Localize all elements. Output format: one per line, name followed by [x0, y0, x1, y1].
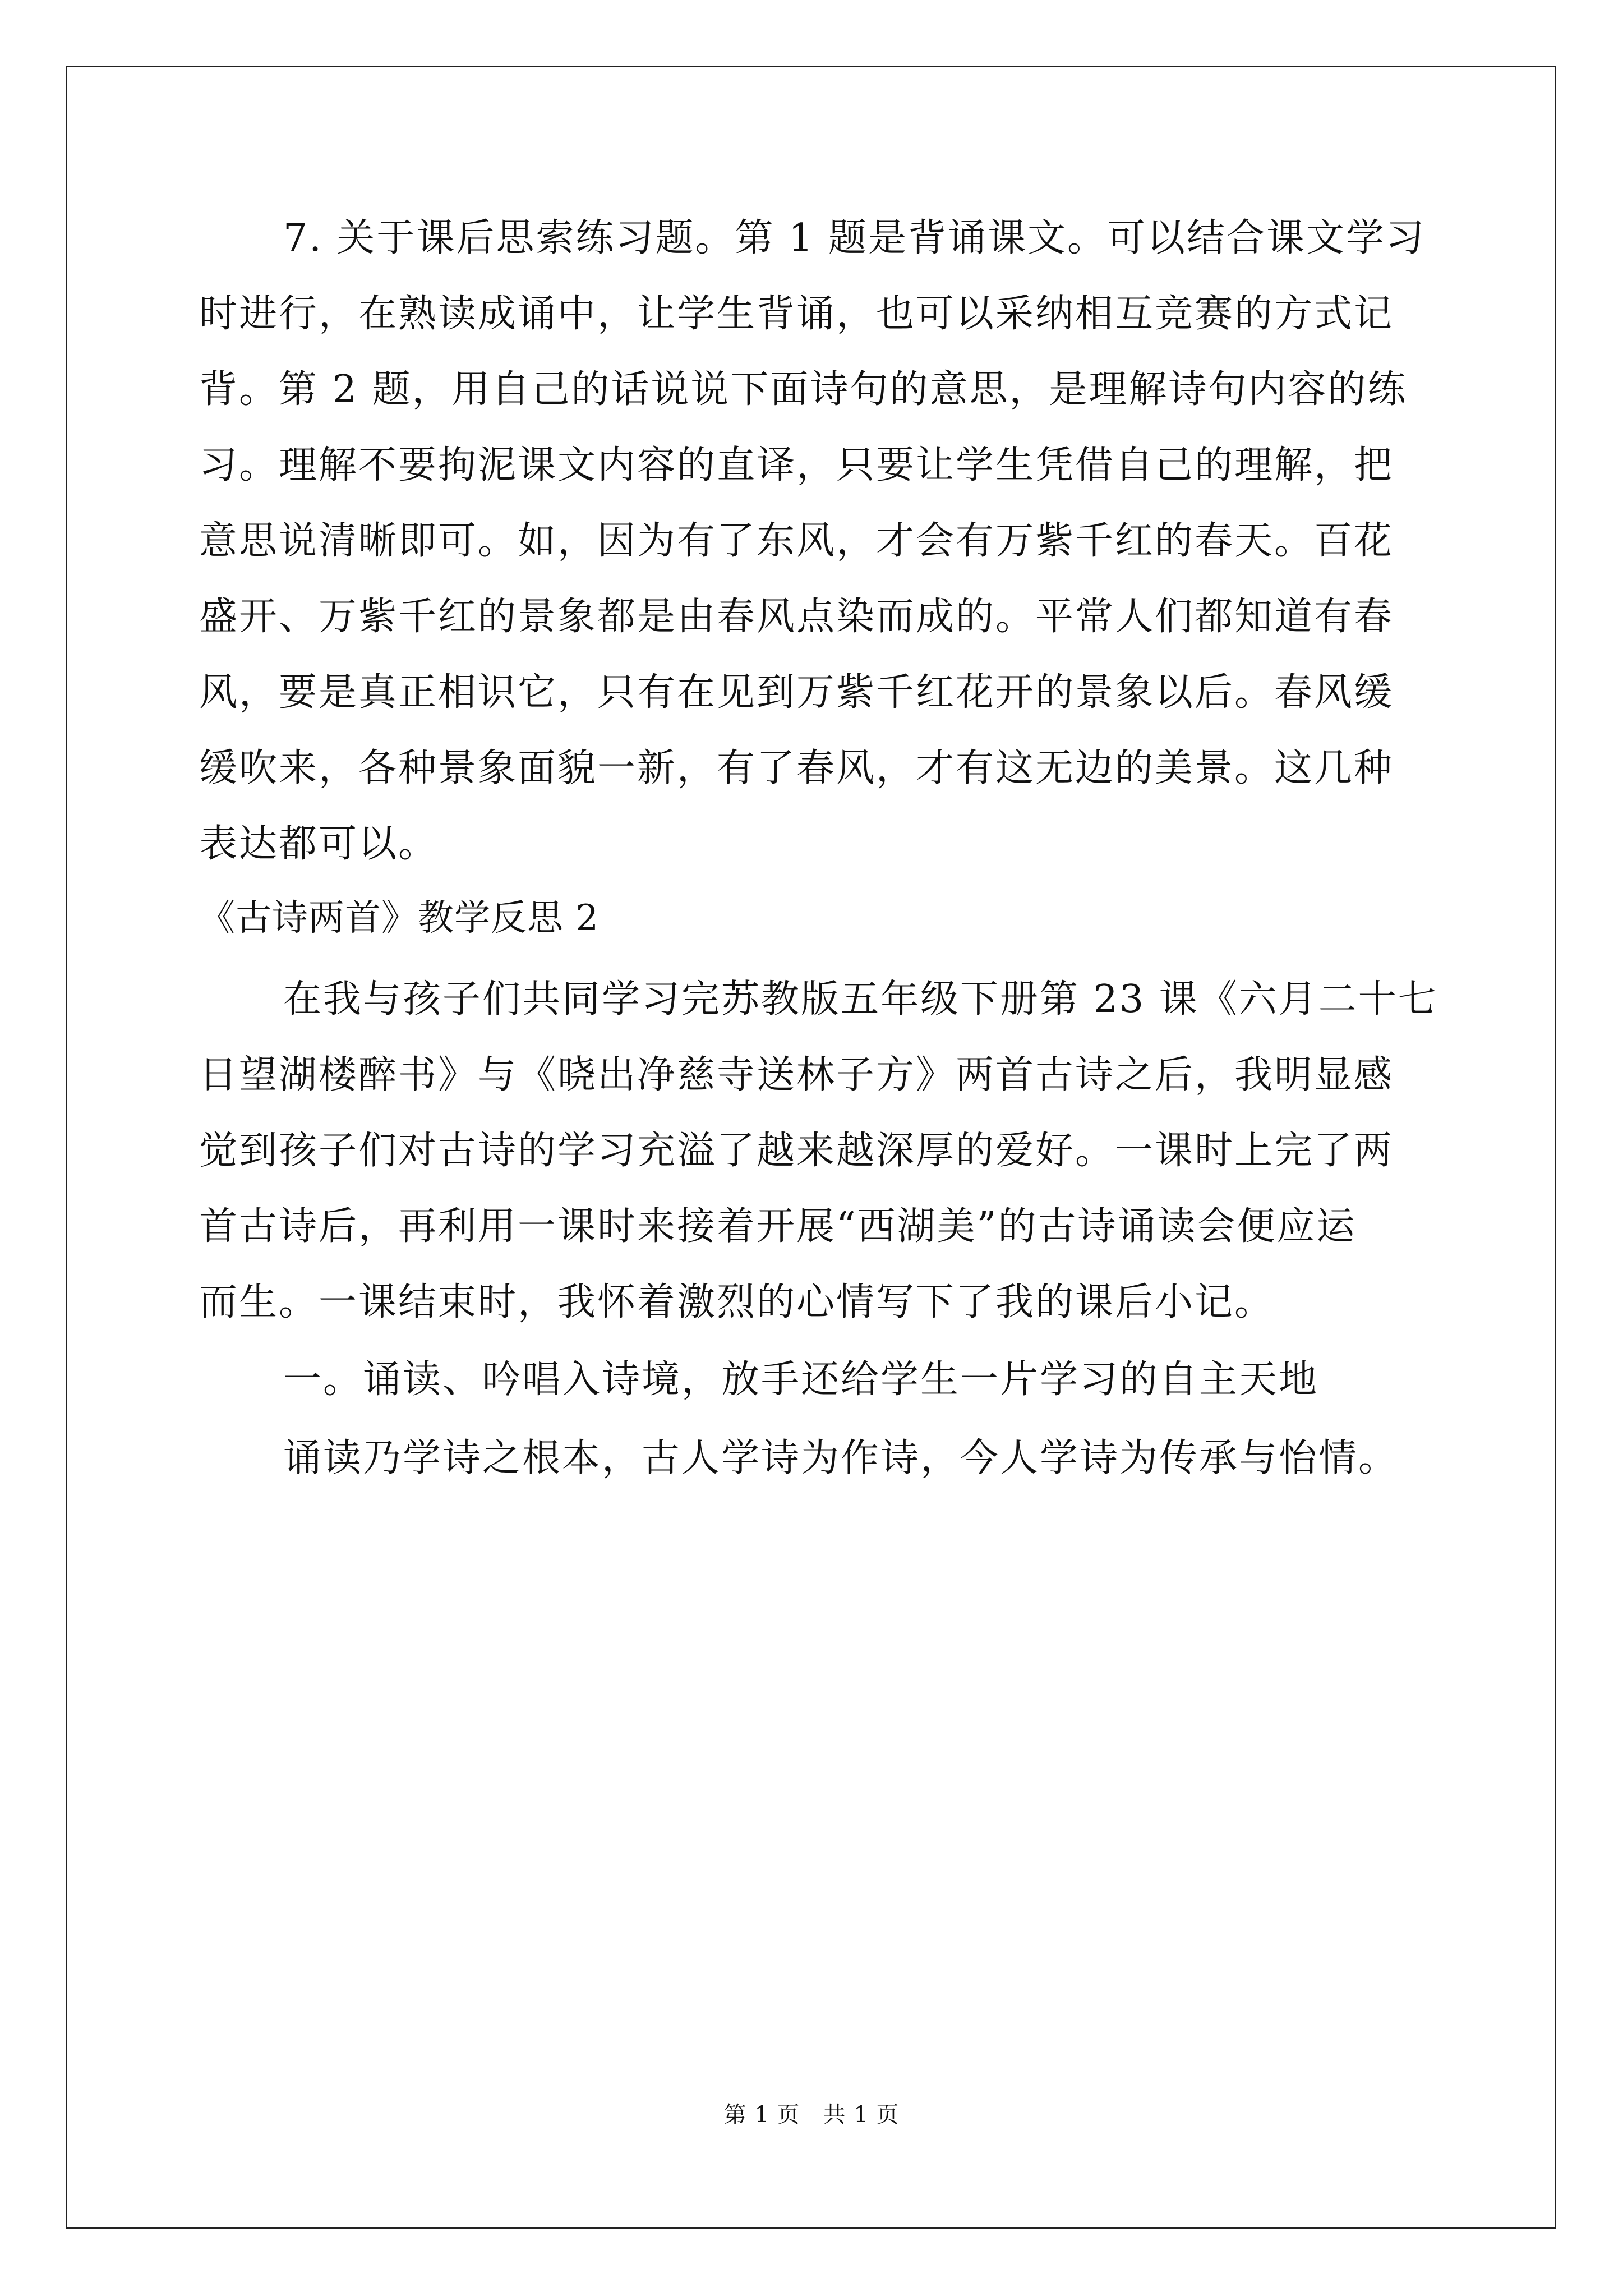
paragraph-line: 盛开、万紫千红的景象都是由春风点染而成的。平常人们都知道有春	[199, 595, 1394, 639]
paragraph-line: 背。第 2 题，用自己的话说说下面诗句的意思，是理解诗句内容的练	[199, 367, 1408, 412]
page-footer: 第 1 页 共 1 页	[723, 2102, 900, 2128]
paragraph-line: 时进行，在熟读成诵中，让学生背诵，也可以采纳相互竞赛的方式记	[199, 292, 1394, 336]
paragraph-line: 表达都可以。	[199, 822, 439, 866]
paragraph-line: 风，要是真正相识它，只有在见到万紫千红花开的景象以后。春风缓	[199, 670, 1394, 715]
paragraph-line: 觉到孩子们对古诗的学习充溢了越来越深厚的爱好。一课时上完了两	[199, 1129, 1394, 1173]
paragraph-line: 习。理解不要拘泥课文内容的直译，只要让学生凭借自己的理解，把	[199, 443, 1394, 487]
section-heading: 《古诗两首》教学反思 2	[199, 898, 600, 939]
paragraph-line: 日望湖楼醉书》与《晓出净慈寺送林子方》两首古诗之后，我明显感	[199, 1053, 1394, 1097]
paragraph-line: 缓吹来，各种景象面貌一新，有了春风，才有这无边的美景。这几种	[199, 746, 1394, 790]
subheading: 一。诵读、吟唱入诗境，放手还给学生一片学习的自主天地	[283, 1358, 1319, 1402]
paragraph-line: 在我与孩子们共同学习完苏教版五年级下册第 23 课《六月二十七	[283, 977, 1438, 1022]
paragraph-line: 诵读乃学诗之根本，古人学诗为作诗，今人学诗为传承与怡情。	[283, 1436, 1399, 1480]
paragraph-line: 而生。一课结束时，我怀着激烈的心情写下了我的课后小记。	[199, 1280, 1275, 1324]
paragraph-line: 意思说清晰即可。如，因为有了东风，才会有万紫千红的春天。百花	[199, 519, 1394, 563]
paragraph-line: 首古诗后，再利用一课时来接着开展“西湖美”的古诗诵读会便应运	[199, 1204, 1357, 1249]
paragraph-line: 7. 关于课后思索练习题。第 1 题是背诵课文。可以结合课文学习	[283, 216, 1426, 260]
